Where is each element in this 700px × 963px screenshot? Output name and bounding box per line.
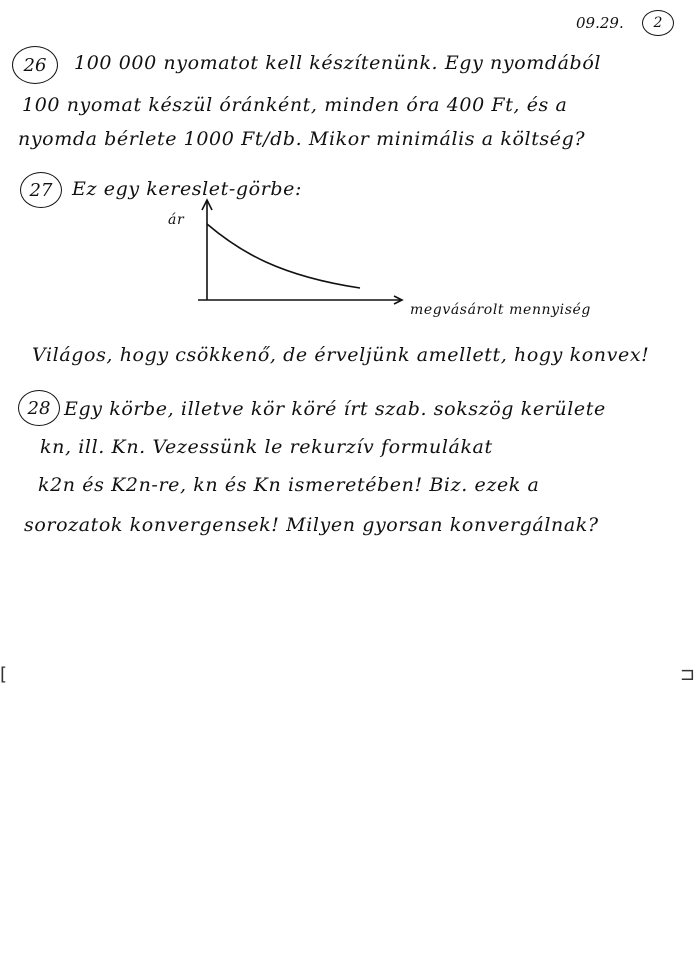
problem-28-line-4: sorozatok konvergensek! Milyen gyorsan konvergálnak? <box>24 514 599 536</box>
problem-27-number: 27 <box>20 172 62 208</box>
left-margin-mark: [ <box>0 664 8 685</box>
problem-28-line-2: kn, ill. Kn. Vezessünk le rekurzív formulákat <box>40 436 493 458</box>
problem-26-number: 26 <box>12 46 58 84</box>
problem-26-line-2: 100 nyomat készül óránként, minden óra 400 Ft, és a <box>22 94 568 116</box>
x-axis-label: megvásárolt mennyiség <box>410 302 591 318</box>
problem-26-line-1: 100 000 nyomatot kell készítenünk. Egy nyomdából <box>74 52 602 74</box>
problem-28-line-3: k2n és K2n-re, kn és Kn ismeretében! Biz. ezek a <box>38 474 540 496</box>
problem-28-line-1: Egy körbe, illetve kör köré írt szab. sokszög kerülete <box>64 398 606 420</box>
y-axis-label: ár <box>168 212 185 228</box>
problem-27-intro: Ez egy kereslet-görbe: <box>72 178 303 200</box>
page-number: 2 <box>642 10 674 36</box>
demand-curve <box>207 224 360 288</box>
problem-27-comment: Világos, hogy csökkenő, de érveljünk amellett, hogy konvex! <box>32 344 650 366</box>
problem-26-line-3: nyomda bérlete 1000 Ft/db. Mikor minimális a költség? <box>18 128 586 150</box>
right-margin-mark: ⊐ <box>680 664 696 685</box>
date: 09.29. <box>576 14 624 32</box>
problem-28-number: 28 <box>18 390 60 426</box>
